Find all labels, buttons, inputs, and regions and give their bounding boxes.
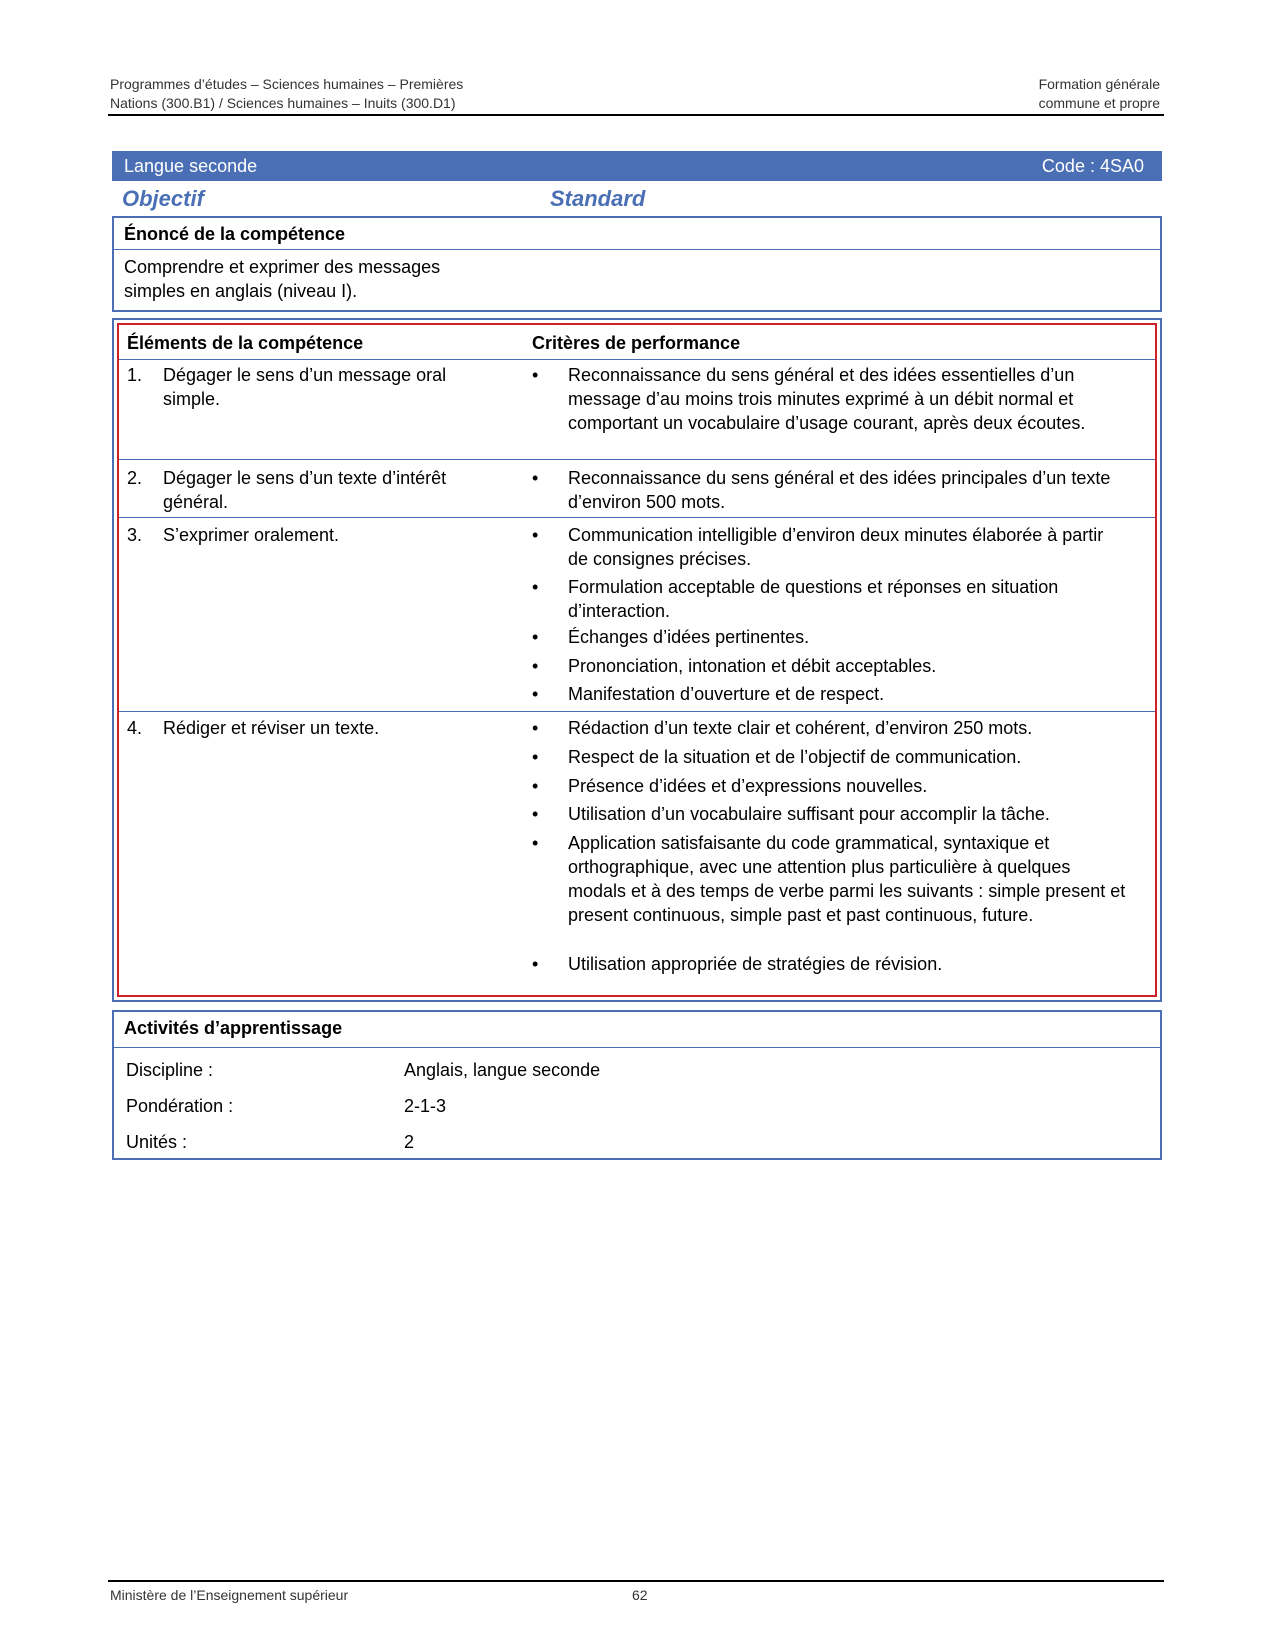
element-text: S’exprimer oralement. xyxy=(163,525,340,545)
element-text: Dégager le sens d’un texte d’intérêt général. xyxy=(163,468,447,512)
bullet-icon: • xyxy=(532,954,539,974)
course-title-bar xyxy=(112,151,1162,181)
course-title: Langue seconde xyxy=(124,156,258,176)
criterion-text: Rédaction d’un texte clair et cohérent, d’environ 250 mots. xyxy=(568,718,1033,738)
activites-key: Unités : xyxy=(126,1132,188,1152)
header-program-codes: Nations (300.B1) / Sciences humaines – Inuits (300.D1) xyxy=(110,95,456,111)
activites-heading: Activités d’apprentissage xyxy=(124,1018,343,1038)
bullet-icon: • xyxy=(532,776,539,796)
activites-value: 2 xyxy=(404,1132,415,1152)
bullet-icon: • xyxy=(532,747,539,767)
header-commune: commune et propre xyxy=(1038,95,1160,111)
criterion-text: Manifestation d’ouverture et de respect. xyxy=(568,684,885,704)
criterion-text: Respect de la situation et de l’objectif de communication. xyxy=(568,747,1022,767)
bullet-icon: • xyxy=(532,525,539,545)
criterion-text: Reconnaissance du sens général et des idées essentielles d’un message d’au moins trois minutes exprimé à un débit normal et comportant un vocabulaire d’usage courant, après deux écoutes. xyxy=(568,365,1086,433)
bullet-icon: • xyxy=(532,365,539,385)
divider xyxy=(114,249,1160,250)
criterion-text: Prononciation, intonation et débit acceptables. xyxy=(568,656,937,676)
divider xyxy=(114,1047,1160,1048)
criterion-text: Reconnaissance du sens général et des idées principales d’un texte d’environ 500 mots. xyxy=(568,468,1111,512)
bullet-icon: • xyxy=(532,684,539,704)
footer-ministry: Ministère de l’Enseignement supérieur xyxy=(110,1587,349,1603)
element-number: 4. xyxy=(127,718,143,738)
element-text: Rédiger et réviser un texte. xyxy=(163,718,380,738)
criterion-text: Échanges d’idées pertinentes. xyxy=(568,627,810,647)
objective-label: Objectif xyxy=(122,186,204,211)
criteria-header: Critères de performance xyxy=(532,333,741,353)
criterion-text: Utilisation appropriée de stratégies de révision. xyxy=(568,954,943,974)
element-number: 3. xyxy=(127,525,143,545)
bullet-icon: • xyxy=(532,468,539,488)
page-number: 62 xyxy=(632,1587,648,1603)
element-number: 2. xyxy=(127,468,143,488)
enonce-box xyxy=(112,216,1162,312)
activites-value: 2-1-3 xyxy=(404,1096,447,1116)
bullet-icon: • xyxy=(532,627,539,647)
bullet-icon: • xyxy=(532,804,539,824)
element-number: 1. xyxy=(127,365,143,385)
criterion-text: Utilisation d’un vocabulaire suffisant pour accomplir la tâche. xyxy=(568,804,1050,824)
standard-label: Standard xyxy=(550,186,646,211)
divider xyxy=(119,711,1155,712)
enonce-heading: Énoncé de la compétence xyxy=(124,224,346,244)
bullet-icon: • xyxy=(532,718,539,738)
header-formation: Formation générale xyxy=(1038,76,1160,92)
objective-row xyxy=(122,186,646,212)
element-text: Dégager le sens d’un message oral simple. xyxy=(163,365,447,409)
activites-key: Pondération : xyxy=(126,1096,234,1116)
course-code: Code : 4SA0 xyxy=(1041,156,1144,176)
elements-header: Éléments de la compétence xyxy=(127,333,364,353)
divider xyxy=(119,517,1155,518)
criterion-text: Communication intelligible d’environ deux minutes élaborée à partir de consignes précises. xyxy=(568,525,1104,569)
header-program-title: Programmes d’études – Sciences humaines – Premières xyxy=(110,76,464,92)
competence-table-inner xyxy=(117,323,1157,997)
divider xyxy=(119,359,1155,360)
criterion-text: Présence d’idées et d’expressions nouvelles. xyxy=(568,776,928,796)
activites-value: Anglais, langue seconde xyxy=(404,1060,601,1080)
criterion-text: Formulation acceptable de questions et réponses en situation d’interaction. xyxy=(568,577,1059,621)
footer-rule xyxy=(108,1580,1164,1582)
bullet-icon: • xyxy=(532,833,539,853)
competence-table xyxy=(112,318,1162,1002)
criterion-text: Application satisfaisante du code grammatical, syntaxique et orthographique, avec une attention plus particulière à quelques modals et à des temps de verbe parmi les suivants : simple present et present continuous, simple past et past continuous, future. xyxy=(568,833,1126,925)
activites-key: Discipline : xyxy=(126,1060,214,1080)
bullet-icon: • xyxy=(532,656,539,676)
bullet-icon: • xyxy=(532,577,539,597)
header-rule xyxy=(108,114,1164,116)
running-footer xyxy=(110,1587,648,1603)
divider xyxy=(119,459,1155,460)
activites-box xyxy=(112,1010,1162,1160)
enonce-text: Comprendre et exprimer des messages simples en anglais (niveau I). xyxy=(124,257,441,301)
